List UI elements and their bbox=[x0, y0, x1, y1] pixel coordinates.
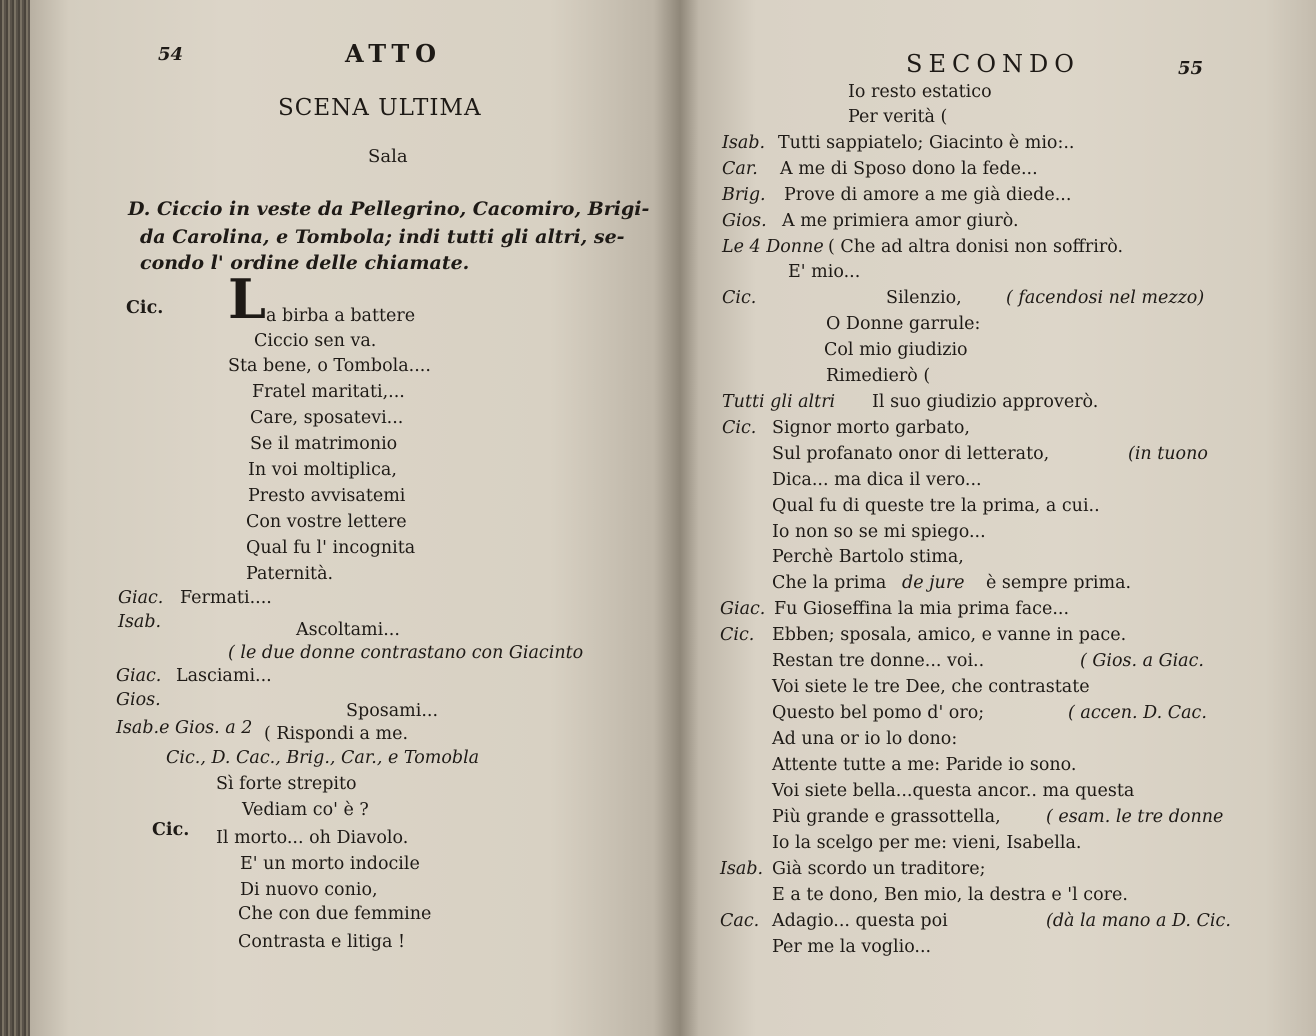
speaker: Giac. bbox=[720, 599, 766, 619]
verse-line: Qual fu l' incognita bbox=[246, 538, 416, 558]
verse-line: Il morto... oh Diavolo. bbox=[216, 828, 409, 848]
speaker: Brig. bbox=[722, 185, 766, 205]
verse-line: E' un morto indocile bbox=[240, 854, 420, 874]
verse-line: Rimedierò ( bbox=[826, 366, 931, 386]
verse-line: Prove di amore a me già diede... bbox=[784, 185, 1072, 205]
verse-line: Tutti sappiatelo; Giacinto è mio:.. bbox=[778, 133, 1075, 153]
verse-line: Adagio... questa poi bbox=[772, 911, 948, 931]
stage-direction: ( le due donne contrastano con Giacinto bbox=[228, 643, 584, 663]
scene-title: SCENA ULTIMA bbox=[278, 95, 482, 121]
verse-line: O Donne garrule: bbox=[826, 314, 981, 334]
speaker: Isab. bbox=[118, 612, 162, 632]
verse-line: E' mio... bbox=[788, 262, 861, 282]
stage-direction: de jure bbox=[902, 573, 965, 593]
verse-line: Qual fu di queste tre la prima, a cui.. bbox=[772, 496, 1100, 516]
verse-line: Silenzio, bbox=[886, 288, 962, 308]
page-number: 55 bbox=[1178, 58, 1204, 79]
verse-line: Signor morto garbato, bbox=[772, 418, 970, 438]
verse-line: Fratel maritati,... bbox=[252, 382, 405, 402]
right-page bbox=[680, 0, 1316, 1036]
verse-line: ( Che ad altra donisi non soffrirò. bbox=[828, 237, 1124, 257]
verse-line: Fermati.... bbox=[180, 588, 272, 608]
stage-direction: ( Gios. a Giac. bbox=[1080, 651, 1204, 671]
drop-cap: L bbox=[228, 267, 266, 331]
speaker: Cic. bbox=[722, 288, 757, 308]
speaker: Tutti gli altri bbox=[722, 392, 836, 412]
verse-line: Sta bene, o Tombola.... bbox=[228, 356, 431, 376]
stage-direction: ( facendosi nel mezzo) bbox=[1006, 288, 1205, 308]
verse-line: Sul profanato onor di letterato, bbox=[772, 444, 1050, 464]
speaker: Cic. bbox=[152, 820, 190, 840]
verse-line: E a te dono, Ben mio, la destra e 'l core. bbox=[772, 885, 1128, 905]
setting: Sala bbox=[368, 146, 408, 167]
verse-line: Ad una or io lo dono: bbox=[772, 729, 958, 749]
verse-line: Di nuovo conio, bbox=[240, 880, 378, 900]
stage-direction: (dà la mano a D. Cic. bbox=[1046, 911, 1231, 931]
page-edges bbox=[0, 0, 30, 1036]
verse-line: Io resto estatico bbox=[848, 82, 992, 102]
verse-line: Fu Gioseffina la mia prima face... bbox=[774, 599, 1070, 619]
verse-line: Se il matrimonio bbox=[250, 434, 398, 454]
verse-line: Dica... ma dica il vero... bbox=[772, 470, 982, 490]
verse-line: Vediam co' è ? bbox=[242, 800, 369, 820]
verse-line: Lasciami... bbox=[176, 666, 272, 686]
speaker: Giac. bbox=[116, 666, 162, 686]
running-head: ATTO bbox=[345, 39, 443, 68]
verse-line: Contrasta e litiga ! bbox=[238, 932, 406, 952]
speaker: Gios. bbox=[116, 690, 161, 710]
verse-line: Attente tutte a me: Paride io sono. bbox=[772, 755, 1077, 775]
verse-line: Care, sposatevi... bbox=[250, 408, 404, 428]
verse-line: Perchè Bartolo stima, bbox=[772, 547, 964, 567]
verse-line: Con vostre lettere bbox=[246, 512, 407, 532]
verse-line: Voi siete bella...questa ancor.. ma questa bbox=[772, 781, 1135, 801]
verse-line: Sì forte strepito bbox=[216, 774, 357, 794]
speaker: Cic. bbox=[720, 625, 755, 645]
verse-line: Per me la voglio... bbox=[772, 937, 932, 957]
speaker: Cac. bbox=[720, 911, 760, 931]
verse-line: Ebben; sposala, amico, e vanne in pace. bbox=[772, 625, 1127, 645]
verse-line: è sempre prima. bbox=[986, 573, 1132, 593]
speaker: Le 4 Donne bbox=[722, 237, 824, 257]
verse-line: Presto avvisatemi bbox=[248, 486, 406, 506]
verse-line: A me di Sposo dono la fede... bbox=[780, 159, 1038, 179]
stage-direction-line: condo l' ordine delle chiamate. bbox=[140, 252, 470, 274]
page-number: 54 bbox=[158, 44, 184, 65]
speaker: Isab.e Gios. a 2 bbox=[116, 718, 253, 738]
verse-line: Sposami... bbox=[346, 701, 439, 721]
verse-line: Più grande e grassottella, bbox=[772, 807, 1001, 827]
stage-direction-line: D. Ciccio in veste da Pellegrino, Cacomiro, Brigi- bbox=[128, 198, 650, 220]
stage-direction: ( accen. D. Cac. bbox=[1068, 703, 1207, 723]
speaker: Cic. bbox=[722, 418, 757, 438]
verse-line: A me primiera amor giurò. bbox=[782, 211, 1019, 231]
verse-line: ( Rispondi a me. bbox=[264, 724, 409, 744]
verse-line: Io la scelgo per me: vieni, Isabella. bbox=[772, 833, 1082, 853]
speaker: Giac. bbox=[118, 588, 164, 608]
running-head: SECONDO bbox=[906, 50, 1080, 78]
stage-direction: ( esam. le tre donne bbox=[1046, 807, 1224, 827]
verse-line: Ciccio sen va. bbox=[254, 331, 377, 351]
stage-direction: (in tuono bbox=[1128, 444, 1208, 464]
stage-direction-line: da Carolina, e Tombola; indi tutti gli altri, se- bbox=[140, 226, 625, 248]
verse-line: In voi moltiplica, bbox=[248, 460, 397, 480]
speaker: Gios. bbox=[722, 211, 767, 231]
speaker: Isab. bbox=[720, 859, 764, 879]
verse-line: Che la prima bbox=[772, 573, 887, 593]
verse-line: Per verità ( bbox=[848, 107, 948, 127]
verse-line: Restan tre donne... voi.. bbox=[772, 651, 985, 671]
speaker: Cic., D. Cac., Brig., Car., e Tomobla bbox=[166, 748, 480, 768]
verse-line: Questo bel pomo d' oro; bbox=[772, 703, 985, 723]
verse-line: Già scordo un traditore; bbox=[772, 859, 986, 879]
verse-line: Ascoltami... bbox=[296, 620, 400, 640]
verse-line: Col mio giudizio bbox=[824, 340, 968, 360]
verse-line: Che con due femmine bbox=[238, 904, 432, 924]
left-page bbox=[30, 0, 680, 1036]
speaker: Car. bbox=[722, 159, 758, 179]
verse-line: Voi siete le tre Dee, che contrastate bbox=[772, 677, 1090, 697]
speaker: Cic. bbox=[126, 298, 164, 318]
verse-line: a birba a battere bbox=[266, 306, 416, 326]
verse-line: Io non so se mi spiego... bbox=[772, 522, 986, 542]
speaker: Isab. bbox=[722, 133, 766, 153]
verse-line: Paternità. bbox=[246, 564, 334, 584]
verse-line: Il suo giudizio approverò. bbox=[872, 392, 1099, 412]
